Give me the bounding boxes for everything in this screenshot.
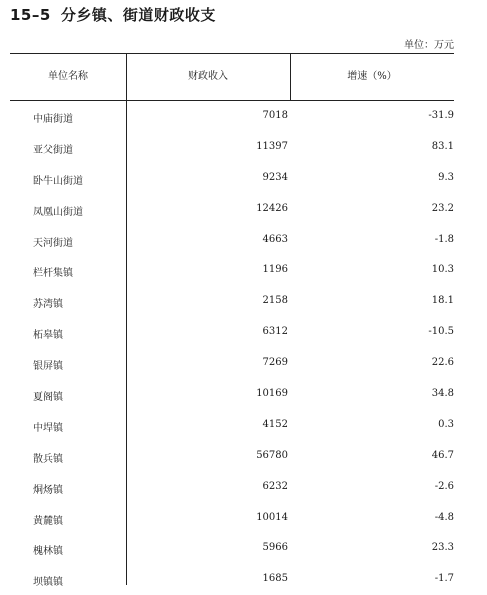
row-unit-name: 卧牛山街道 (33, 175, 83, 187)
row-unit-name: 槐林镇 (33, 546, 63, 558)
row-growth: -10.5 (428, 326, 454, 338)
table-row (0, 101, 487, 132)
table-title: 分乡镇、街道财政收支 (60, 6, 216, 24)
table-row (0, 472, 487, 503)
row-revenue: 10169 (256, 388, 288, 400)
row-growth: 23.3 (431, 542, 454, 554)
table-row (0, 163, 487, 194)
table-row (0, 255, 487, 286)
row-unit-name: 凤凰山街道 (33, 206, 83, 218)
row-growth: -1.8 (434, 233, 454, 245)
row-unit-name: 栏杆集镇 (33, 268, 73, 280)
row-revenue: 5966 (262, 542, 288, 554)
table-body (0, 101, 487, 595)
table-row (0, 564, 487, 595)
row-revenue: 7269 (262, 357, 288, 369)
row-unit-name: 亚父街道 (33, 144, 73, 156)
table-row (0, 503, 487, 534)
row-growth: -1.7 (434, 573, 454, 585)
row-growth: 10.3 (431, 264, 454, 276)
row-revenue: 4152 (262, 418, 288, 430)
table-row (0, 379, 487, 410)
table-row (0, 286, 487, 317)
row-unit-name: 中庙街道 (33, 114, 73, 125)
table-row (0, 348, 487, 379)
table-row (0, 317, 487, 348)
row-growth: 18.1 (431, 295, 454, 307)
row-unit-name: 黄麓镇 (33, 515, 63, 527)
row-unit-name: 银屏镇 (33, 361, 63, 373)
row-growth: 83.1 (431, 140, 454, 152)
table-row (0, 194, 487, 225)
row-revenue: 9234 (262, 171, 288, 183)
row-revenue: 10014 (256, 511, 288, 523)
row-growth: 34.8 (431, 388, 454, 400)
column-header-name: 单位名称 (48, 71, 88, 82)
unit-label: 单位：万元 (404, 40, 454, 51)
row-revenue: 6312 (262, 326, 288, 338)
row-growth: 46.7 (431, 449, 454, 461)
row-growth: 22.6 (431, 357, 454, 369)
row-unit-name: 苏湾镇 (33, 299, 63, 311)
row-unit-name: 柘皋镇 (33, 330, 63, 342)
row-unit-name: 中垾镇 (33, 422, 63, 434)
row-growth: 0.3 (438, 418, 454, 430)
table-row (0, 533, 487, 564)
table-row (0, 441, 487, 472)
table-row (0, 410, 487, 441)
table-row (0, 132, 487, 163)
row-revenue: 4663 (262, 233, 288, 245)
page-title (10, 4, 216, 25)
column-header-growth: 增速（%） (347, 71, 397, 82)
row-growth: -2.6 (434, 480, 454, 492)
row-unit-name: 天河街道 (33, 237, 73, 249)
row-revenue: 2158 (262, 295, 288, 307)
column-header-revenue: 财政收入 (188, 71, 228, 82)
row-growth: 9.3 (438, 171, 454, 183)
row-revenue: 11397 (256, 140, 288, 152)
row-revenue: 1196 (262, 264, 288, 276)
row-revenue: 6232 (262, 480, 288, 492)
table-row (0, 225, 487, 256)
row-revenue: 12426 (256, 202, 288, 214)
row-growth: -31.9 (428, 110, 454, 121)
row-revenue: 1685 (262, 573, 288, 585)
row-revenue: 7018 (262, 110, 288, 121)
row-revenue: 56780 (256, 449, 288, 461)
row-growth: 23.2 (431, 202, 454, 214)
row-unit-name: 坝镇镇 (33, 577, 63, 589)
table-number: 15–5 (10, 6, 51, 24)
row-unit-name: 夏阁镇 (33, 392, 63, 404)
row-unit-name: 散兵镇 (33, 453, 63, 465)
row-growth: -4.8 (434, 511, 454, 523)
row-unit-name: 烔炀镇 (33, 484, 63, 496)
